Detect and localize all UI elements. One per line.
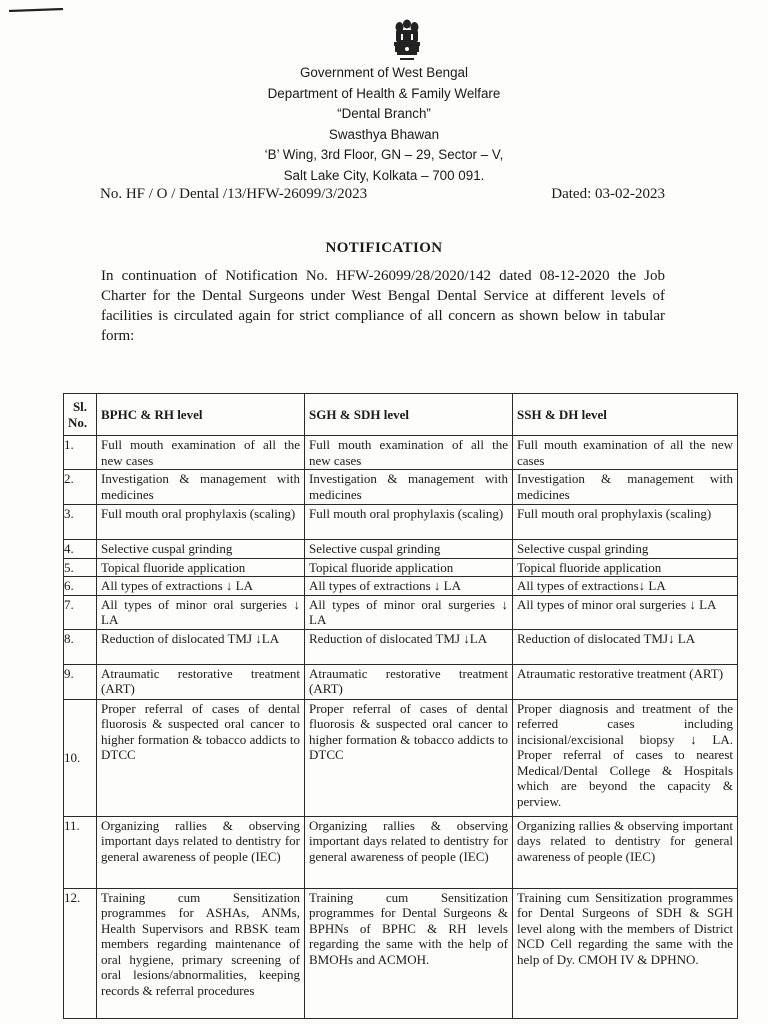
- cell-ssh: Proper diagnosis and treatment of the referred cases including incisional/excisional biopsy ↓ LA. Proper referral of cases to nearest Medical/Dental College & Hospitals which are beyond the capacity & perview.: [513, 699, 738, 816]
- row-sl: 4.: [64, 540, 97, 559]
- job-charter-table: [63, 393, 738, 1019]
- row-sl: 7.: [64, 595, 97, 629]
- table-row: [64, 470, 738, 505]
- row-sl: 3.: [64, 505, 97, 540]
- cell-bphc: Atraumatic restorative treatment (ART): [97, 664, 305, 699]
- cell-ssh: Full mouth oral prophylaxis (scaling): [513, 505, 738, 540]
- cell-sgh: All types of extractions ↓ LA: [305, 577, 513, 596]
- letterhead-branch: “Dental Branch”: [337, 106, 431, 121]
- cell-ssh: Training cum Sensitization programmes for Dental Surgeons of SDH & SGH level along with the members of District NCD Cell regarding the same with the help of Dy. CMOH IV & DPHNO.: [513, 888, 738, 1018]
- row-sl: 11.: [64, 816, 97, 888]
- intro-paragraph: In continuation of Notification No. HFW-26099/28/2020/142 dated 08-12-2020 the Job Charter for the Dental Surgeons under West Bengal Dental Service at different levels of facilities is circulated again for strict compliance of all concern as shown below in tabular form:: [101, 268, 665, 344]
- state-emblem-icon: [388, 18, 426, 64]
- table-row: [64, 505, 738, 540]
- table-row: [64, 540, 738, 559]
- cell-ssh: Reduction of dislocated TMJ↓ LA: [513, 629, 738, 664]
- table-row: [64, 629, 738, 664]
- cell-sgh: Reduction of dislocated TMJ ↓LA: [305, 629, 513, 664]
- letterhead-department: Department of Health & Family Welfare: [267, 85, 501, 101]
- cell-bphc: Reduction of dislocated TMJ ↓LA: [97, 629, 305, 664]
- cell-bphc: Organizing rallies & observing important days related to dentistry for general awareness of people (IEC): [97, 816, 305, 888]
- letterhead-address: ‘B’ Wing, 3rd Floor, GN – 29, Sector – V,: [264, 147, 504, 162]
- cell-sgh: Organizing rallies & observing important days related to dentistry for general awareness of people (IEC): [305, 816, 513, 888]
- cell-sgh: Proper referral of cases of dental fluorosis & suspected oral cancer to higher formation & tobacco addicts to DTCC: [305, 699, 513, 816]
- cell-ssh: Organizing rallies & observing important days related to dentistry for general awareness of people (IEC): [513, 816, 738, 888]
- cell-bphc: Full mouth oral prophylaxis (scaling): [97, 505, 305, 540]
- cell-ssh: Atraumatic restorative treatment (ART): [513, 664, 738, 699]
- table-row: [64, 595, 738, 629]
- table-row: [64, 558, 738, 577]
- cell-sgh: Atraumatic restorative treatment (ART): [305, 664, 513, 699]
- reference-row: [100, 186, 665, 206]
- cell-bphc: Full mouth examination of all the new cases: [97, 436, 305, 470]
- cell-bphc: Training cum Sensitization programmes for ASHAs, ANMs, Health Supervisors and RBSK team members regarding maintenance of oral hygiene, primary screening of oral lesions/abnormalities, keeping records & referral procedures: [97, 888, 305, 1018]
- cell-ssh: Topical fluoride application: [513, 558, 738, 577]
- row-sl: 8.: [64, 629, 97, 664]
- table-row: [64, 699, 738, 816]
- table-row: [64, 664, 738, 699]
- row-sl: 10.: [64, 699, 97, 816]
- header-bphc-rh: BPHC & RH level: [97, 394, 305, 436]
- cell-bphc: Investigation & management with medicines: [97, 470, 305, 505]
- table-header-row: [64, 394, 738, 436]
- cell-bphc: Proper referral of cases of dental fluorosis & suspected oral cancer to higher formation & tobacco addicts to DTCC: [97, 699, 305, 816]
- reference-number: No. HF / O / Dental /13/HFW-26099/3/2023: [100, 186, 368, 202]
- header-sl-no: Sl. No.: [64, 394, 97, 436]
- cell-sgh: Full mouth examination of all the new cases: [305, 436, 513, 470]
- notification-heading: NOTIFICATION: [325, 240, 443, 256]
- row-sl: 5.: [64, 558, 97, 577]
- table-row: [64, 816, 738, 888]
- letterhead-building: Swasthya Bhawan: [328, 126, 440, 142]
- letterhead: [0, 63, 768, 186]
- cell-sgh: Selective cuspal grinding: [305, 540, 513, 559]
- cell-sgh: Topical fluoride application: [305, 558, 513, 577]
- letterhead-city: Salt Lake City, Kolkata – 700 091.: [283, 167, 485, 183]
- cell-bphc: All types of extractions ↓ LA: [97, 577, 305, 596]
- cell-bphc: All types of minor oral surgeries ↓ LA: [97, 595, 305, 629]
- cell-ssh: Full mouth examination of all the new cases: [513, 436, 738, 470]
- letterhead-government: Government of West Bengal: [300, 65, 468, 80]
- cell-ssh: All types of extractions↓ LA: [513, 577, 738, 596]
- cell-sgh: All types of minor oral surgeries ↓ LA: [305, 595, 513, 629]
- row-sl: 6.: [64, 577, 97, 596]
- row-sl: 1.: [64, 436, 97, 470]
- cell-sgh: Investigation & management with medicines: [305, 470, 513, 505]
- cell-sgh: Training cum Sensitization programmes for Dental Surgeons & BPHNs of BPHC & RH levels regarding the same with the help of BMOHs and ACMOH.: [305, 888, 513, 1018]
- cell-ssh: Selective cuspal grinding: [513, 540, 738, 559]
- ink-mark: [8, 8, 64, 12]
- cell-ssh: All types of minor oral surgeries ↓ LA: [513, 595, 738, 629]
- header-sgh-sdh: SGH & SDH level: [305, 394, 513, 436]
- row-sl: 12.: [64, 888, 97, 1018]
- row-sl: 9.: [64, 664, 97, 699]
- table-row: [64, 436, 738, 470]
- cell-bphc: Selective cuspal grinding: [97, 540, 305, 559]
- cell-sgh: Full mouth oral prophylaxis (scaling): [305, 505, 513, 540]
- cell-bphc: Topical fluoride application: [97, 558, 305, 577]
- header-ssh-dh: SSH & DH level: [513, 394, 738, 436]
- table-row: [64, 888, 738, 1018]
- cell-ssh: Investigation & management with medicines: [513, 470, 738, 505]
- row-sl: 2.: [64, 470, 97, 505]
- table-row: [64, 577, 738, 596]
- reference-date: Dated: 03-02-2023: [551, 186, 665, 202]
